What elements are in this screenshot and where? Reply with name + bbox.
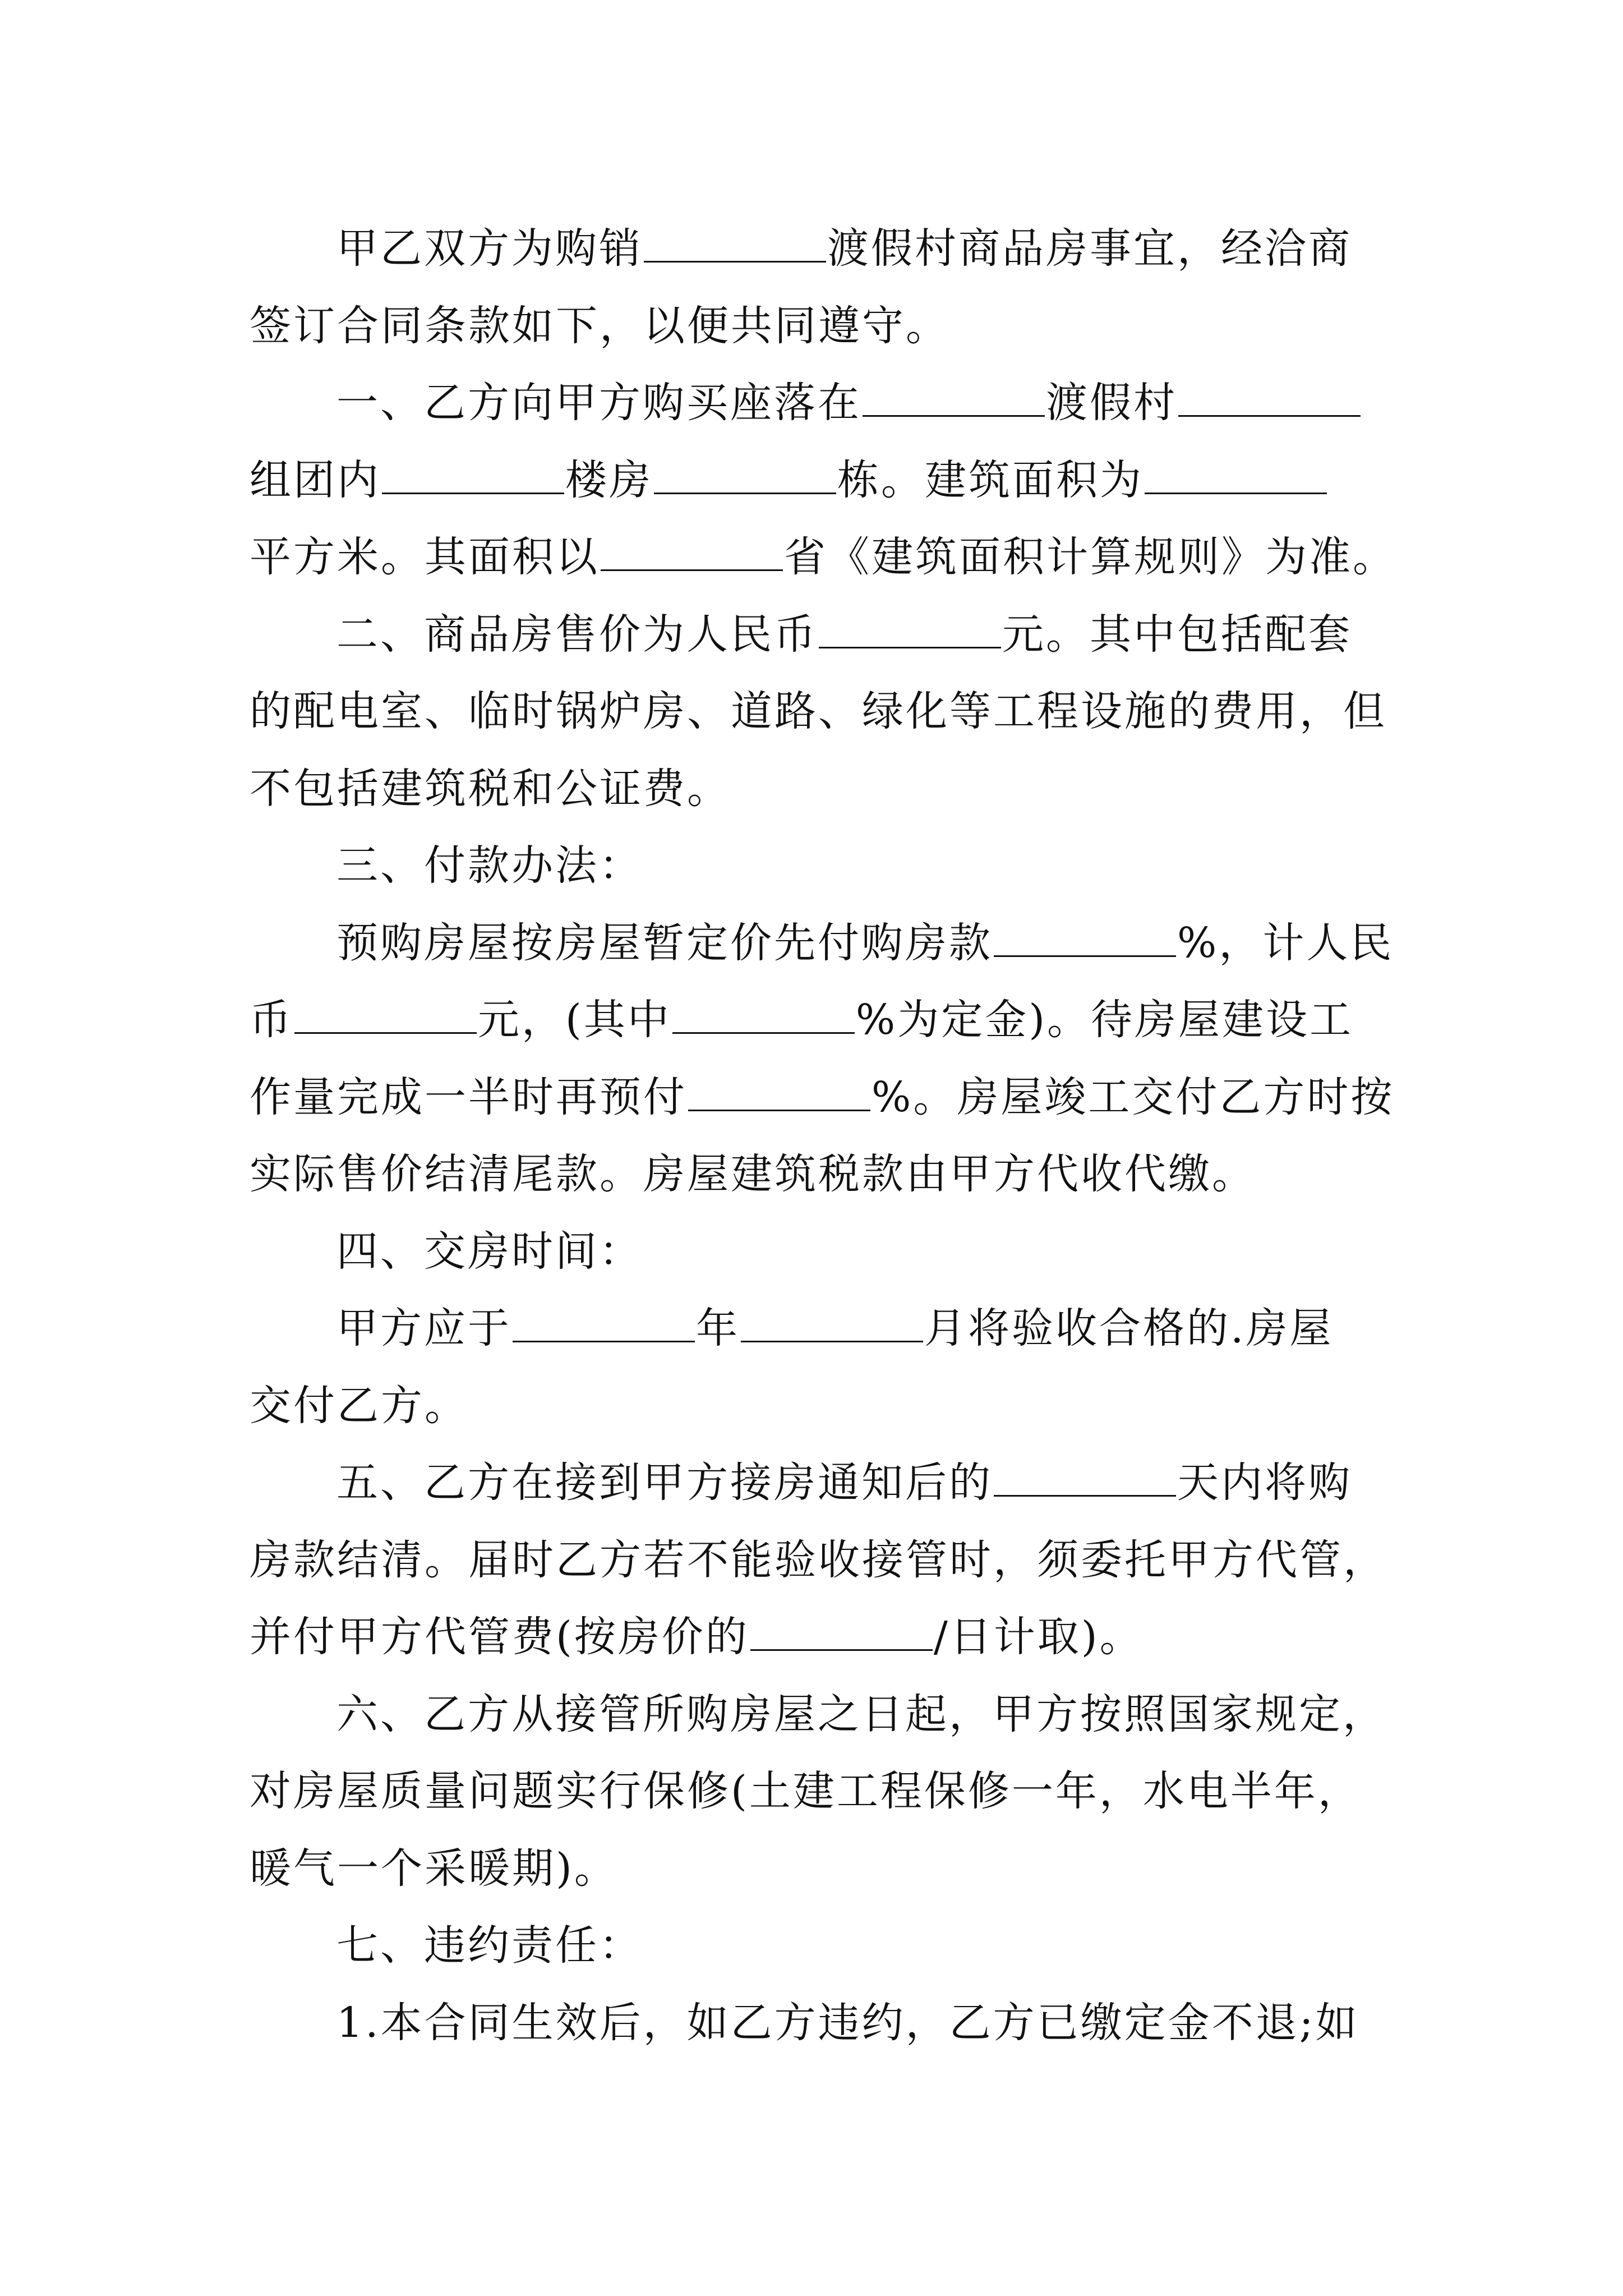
contract-body <box>250 210 1396 2062</box>
text-line <box>250 982 1382 1059</box>
text-segment: /日计取)。 <box>933 1613 1144 1661</box>
text-line <box>250 1136 1382 1213</box>
fill-in-blank <box>513 1306 695 1342</box>
text-line <box>250 365 1382 442</box>
text-segment: 栋。建筑面积为 <box>837 455 1144 504</box>
fill-in-blank <box>741 1306 923 1342</box>
text-segment: 房款结清。届时乙方若不能验收接管时，须委托甲方代管， <box>250 1535 1387 1584</box>
fill-in-blank <box>1178 380 1361 417</box>
text-segment: 对房屋质量问题实行保修(土建工程保修一年，水电半年， <box>250 1767 1362 1815</box>
text-line <box>250 1753 1382 1830</box>
text-segment: 的配电室、临时锅炉房、道路、绿化等工程设施的费用，但 <box>250 687 1387 735</box>
text-line <box>250 442 1382 519</box>
text-segment: 楼房 <box>565 455 653 504</box>
text-segment: 渡假村商品房事宜，经洽商 <box>827 224 1352 273</box>
text-segment: 签订合同条款如下，以便共同遵守。 <box>250 301 949 350</box>
text-line <box>250 905 1394 982</box>
text-segment: 实际售价结清尾款。房屋建筑税款由甲方代收代缴。 <box>250 1150 1256 1198</box>
text-segment: 并付甲方代管费(按房价的 <box>250 1613 749 1661</box>
fill-in-blank <box>750 1614 933 1651</box>
text-line <box>250 210 1382 288</box>
fill-in-blank <box>654 458 836 494</box>
text-line <box>250 827 1382 905</box>
text-segment: 组团内 <box>250 455 381 504</box>
text-segment: 元，(其中 <box>478 996 671 1044</box>
text-segment: %，计人民 <box>1177 918 1394 967</box>
text-segment: 甲乙双方为购销 <box>336 224 643 273</box>
text-line <box>250 1213 1382 1291</box>
text-segment: 渡假村 <box>1046 379 1177 427</box>
text-line <box>250 1059 1395 1137</box>
fill-in-blank <box>601 535 783 571</box>
text-segment: 甲方应于 <box>336 1304 511 1352</box>
text-segment: 七、违约责任： <box>336 1921 643 1970</box>
fill-in-blank <box>644 226 826 263</box>
text-line <box>250 288 1382 365</box>
text-line <box>250 1368 1382 1445</box>
text-segment: 暖气一个采暖期)。 <box>250 1844 618 1893</box>
text-segment: 不包括建筑税和公证费。 <box>250 764 731 813</box>
text-line <box>250 1676 1386 1754</box>
text-line <box>250 1599 1382 1676</box>
text-segment: 天内将购 <box>1177 1458 1352 1507</box>
text-segment: 交付乙方。 <box>250 1381 468 1430</box>
text-segment: %。房屋竣工交付乙方时按 <box>872 1073 1395 1121</box>
text-segment: 1.本合同生效后，如乙方违约，乙方已缴定金不退;如 <box>336 1998 1359 2047</box>
text-segment: 二、商品房售价为人民币 <box>336 610 818 659</box>
text-segment: 省《建筑面积计算规则》为准。 <box>784 533 1396 581</box>
fill-in-blank <box>994 921 1176 957</box>
text-line <box>250 1907 1382 1985</box>
text-segment: 月将验收合格的.房屋 <box>924 1304 1334 1352</box>
fill-in-blank <box>672 997 855 1034</box>
fill-in-blank <box>1145 458 1327 494</box>
text-line <box>250 751 1382 828</box>
text-line <box>250 1444 1382 1522</box>
fill-in-blank <box>294 997 477 1034</box>
fill-in-blank <box>819 612 1001 648</box>
text-segment: 元。其中包括配套 <box>1002 610 1352 659</box>
text-segment: %为定金)。待房屋建设工 <box>855 996 1354 1044</box>
text-segment: 预购房屋按房屋暂定价先付购房款 <box>336 918 993 967</box>
text-segment: 三、付款办法： <box>336 841 643 890</box>
fill-in-blank <box>382 458 564 494</box>
text-segment: 币 <box>250 996 293 1044</box>
text-segment: 作量完成一半时再预付 <box>250 1073 687 1121</box>
text-line <box>250 596 1382 674</box>
text-segment: 年 <box>696 1304 740 1352</box>
text-line <box>250 673 1387 751</box>
text-segment: 一、乙方向甲方购买座落在 <box>336 379 861 427</box>
fill-in-blank <box>994 1460 1176 1497</box>
fill-in-blank <box>688 1075 870 1111</box>
text-line <box>250 1985 1382 2062</box>
text-line <box>250 1830 1382 1908</box>
text-segment: 平方米。其面积以 <box>250 533 600 581</box>
text-segment: 六、乙方从接管所购房屋之日起，甲方按照国家规定， <box>336 1690 1386 1738</box>
text-line <box>250 1290 1382 1368</box>
text-line <box>250 519 1396 596</box>
fill-in-blank <box>863 380 1045 417</box>
text-line <box>250 1522 1387 1599</box>
text-segment: 四、交房时间： <box>336 1227 643 1276</box>
text-segment: 五、乙方在接到甲方接房通知后的 <box>336 1458 993 1507</box>
